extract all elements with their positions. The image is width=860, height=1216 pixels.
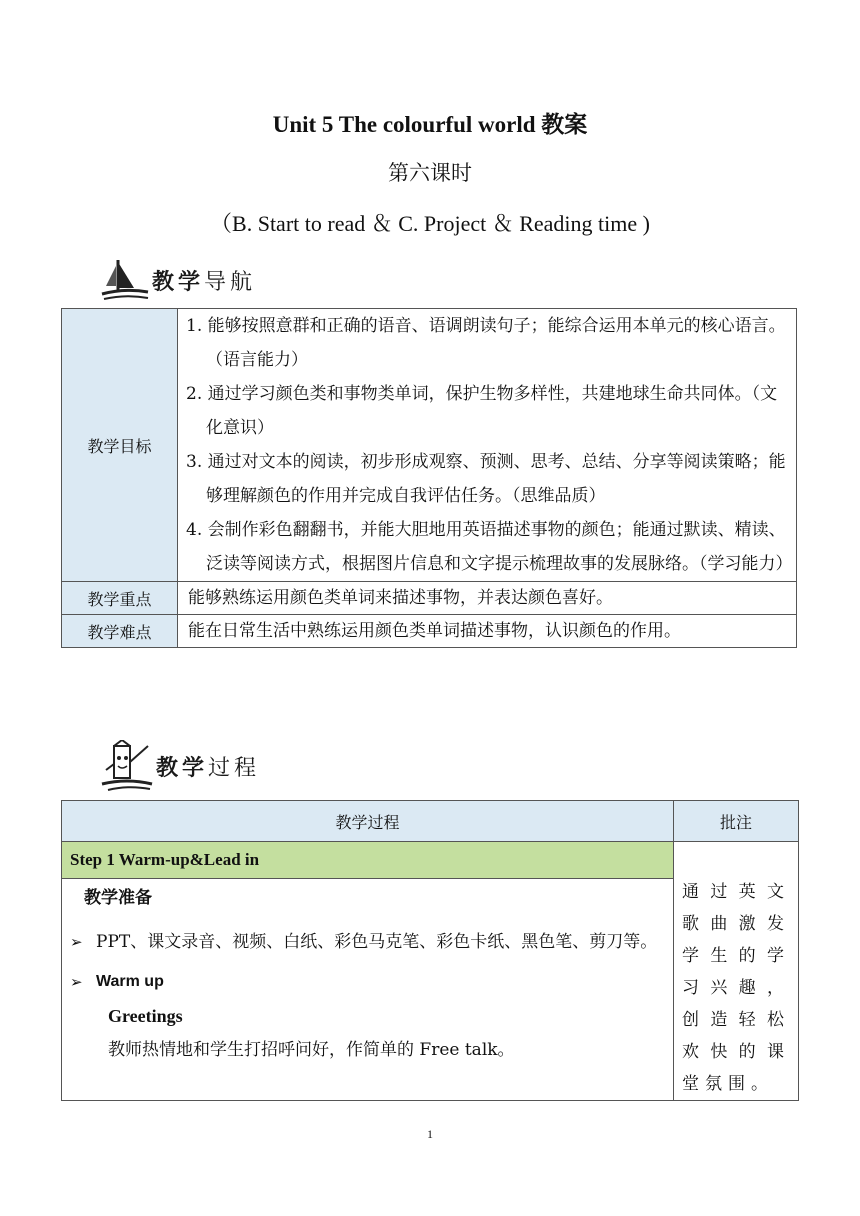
greetings-heading: Greetings bbox=[108, 1006, 183, 1026]
difficulties-label: 教学难点 bbox=[62, 615, 178, 648]
warm-up-label: Warm up bbox=[96, 973, 164, 990]
annotation-cell bbox=[674, 842, 799, 1101]
preparation-items: PPT、课文录音、视频、白纸、彩色马克笔、彩色卡纸、黑色笔、剪刀等。 bbox=[96, 932, 658, 952]
step-title: Step 1 Warm-up&Lead in bbox=[62, 842, 674, 879]
preparation-label: 教学准备 bbox=[84, 888, 152, 908]
greetings-description: 教师热情地和学生打招呼问好，作简单的 Free talk。 bbox=[108, 1040, 515, 1060]
bullet-item bbox=[70, 925, 663, 959]
teaching-process-table bbox=[61, 800, 799, 1101]
pencil-mascot-icon bbox=[100, 740, 154, 792]
section-heading-navigation bbox=[100, 258, 256, 302]
goal-item: 3. 通过对文本的阅读，初步形成观察、预测、思考、总结、分享等阅读策略；能够理解颜色的作用并完成自我评估任务。（思维品质） bbox=[186, 452, 786, 506]
section-title-thin: 过程 bbox=[208, 756, 261, 781]
lesson-number: 第六课时 bbox=[388, 161, 472, 185]
key-points-label: 教学重点 bbox=[62, 582, 178, 615]
arrow-bullet-icon: ➢ bbox=[70, 973, 83, 991]
sailboat-icon bbox=[100, 258, 150, 302]
notes-column-header: 批注 bbox=[674, 801, 799, 842]
goal-item: 4. 会制作彩色翻翻书，并能大胆地用英语描述事物的颜色；能通过默读、精读、泛读等阅读方式，根据图片信息和文字提示梳理故事的发展脉络。（学习能力） bbox=[186, 520, 793, 574]
lesson-subtitle: （B. Start to read ＆ C. Project ＆ Reading time ) bbox=[210, 211, 650, 236]
arrow-bullet-icon: ➢ bbox=[70, 933, 83, 951]
document-title: Unit 5 The colourful world 教案 bbox=[272, 112, 588, 137]
section-title-thin: 导航 bbox=[204, 270, 257, 295]
key-points-text: 能够熟练运用颜色类单词来描述事物，并表达颜色喜好。 bbox=[178, 582, 797, 615]
section-title-bold: 教学 bbox=[152, 270, 205, 295]
goals-content bbox=[178, 309, 797, 582]
section-heading-process bbox=[100, 740, 260, 792]
process-column-header: 教学过程 bbox=[62, 801, 674, 842]
section-title-bold: 教学 bbox=[156, 756, 209, 781]
teaching-goals-table bbox=[61, 308, 797, 648]
difficulties-text: 能在日常生活中熟练运用颜色类单词描述事物，认识颜色的作用。 bbox=[178, 615, 797, 648]
goal-item: 2. 通过学习颜色类和事物类单词，保护生物多样性，共建地球生命共同体。（文化意识） bbox=[186, 384, 778, 438]
page-number: 1 bbox=[427, 1127, 433, 1141]
bullet-item bbox=[70, 965, 663, 999]
annotation-text: 通过英文歌曲激发学生的学习兴趣，创造轻松欢快的课堂氛围。 bbox=[682, 882, 790, 1094]
goals-label: 教学目标 bbox=[62, 309, 178, 582]
goal-item: 1. 能够按照意群和正确的语音、语调朗读句子；能综合运用本单元的核心语言。（语言能力） bbox=[186, 316, 786, 370]
step-body bbox=[62, 879, 674, 1101]
